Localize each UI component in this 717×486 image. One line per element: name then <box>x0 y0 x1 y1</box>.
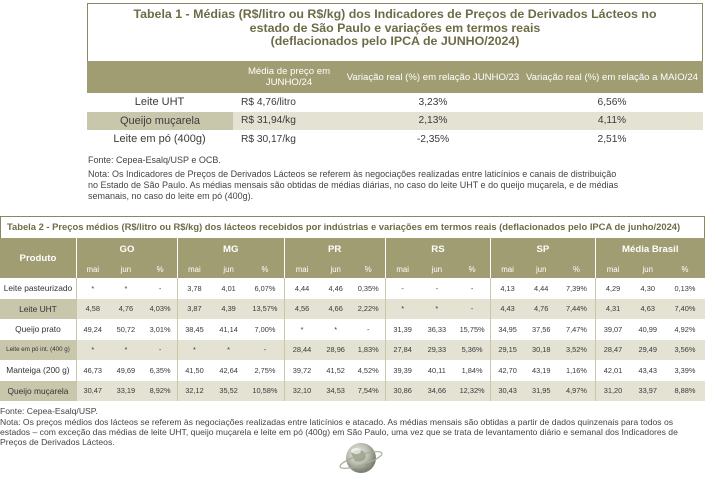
subheader-cell: % <box>246 261 284 278</box>
value-cell: 4,30 <box>640 283 655 293</box>
value-cell: 28,44 <box>284 340 320 361</box>
value-cell: - <box>454 299 491 320</box>
value-cell: 10,58% <box>246 381 284 402</box>
value-cell: 13,57% <box>246 299 284 320</box>
var-month-cell: 2,51% <box>597 133 627 145</box>
value-cell: 39,07 <box>595 319 631 340</box>
value-cell: 4,03% <box>143 299 177 320</box>
price-cell: R$ 4,76/litro <box>241 96 296 108</box>
value-cell: 4,58 <box>76 299 108 320</box>
header-cell: Variação real (%) em relação JUNHO/23 <box>346 71 520 83</box>
value-cell: 3,78 <box>178 278 211 299</box>
value-cell: 8,92% <box>143 381 177 402</box>
table-1 <box>87 3 703 202</box>
value-cell: 30,43 <box>491 381 524 402</box>
subheader-cell: mai <box>491 261 524 278</box>
value-cell: 49,24 <box>76 319 108 340</box>
value-cell: 42,70 <box>491 360 524 381</box>
value-cell: * <box>211 340 247 361</box>
value-cell: * <box>334 324 338 334</box>
value-cell: 28,47 <box>595 340 631 361</box>
table-row <box>87 130 703 149</box>
table-2-title: Tabela 2 - Preços médios (R$/litro ou R$/kg) dos lácteos recebidos por indústrias e variações em termos reais (deflacionados pelo IPCA de junho/2024) <box>0 216 705 238</box>
value-cell: - <box>246 340 284 361</box>
group-header-go: GO <box>76 238 177 261</box>
table-2-source: Fonte: Cepea-Esalq/USP. <box>0 406 98 416</box>
value-cell: 1,84% <box>461 365 483 375</box>
value-cell: - <box>367 324 370 334</box>
group-header-rs: RS <box>385 238 490 261</box>
value-cell: 0,35% <box>357 283 379 293</box>
subheader-cell: mai <box>178 261 211 278</box>
value-cell: 43,43 <box>638 365 657 375</box>
value-cell: 50,72 <box>116 324 136 334</box>
group-header-sp: SP <box>491 238 595 261</box>
value-cell: 3,01% <box>149 324 171 334</box>
var-year-cell: 2,13% <box>418 115 448 127</box>
group-header-pr: PR <box>284 238 385 261</box>
value-cell: 3,39% <box>674 365 696 375</box>
subheader-cell: % <box>143 261 177 278</box>
subheader-cell: % <box>558 261 595 278</box>
subheader-cell: jun <box>631 261 665 278</box>
value-cell: 7,47% <box>565 324 587 334</box>
value-cell: 15,75% <box>459 324 485 334</box>
group-header-brasil: Média Brasil <box>595 238 705 261</box>
value-cell: * <box>124 283 128 293</box>
value-cell: 5,36% <box>454 340 491 361</box>
value-cell: 4,92% <box>674 324 696 334</box>
value-cell: * <box>420 299 454 320</box>
price-cell: R$ 30,17/kg <box>241 133 296 145</box>
header-cell: Média de preço em JUNHO/24 <box>247 66 331 88</box>
subheader-row <box>0 261 705 278</box>
subheader-cell: mai <box>385 261 419 278</box>
value-cell: 7,40% <box>665 299 705 320</box>
table-1-note: Nota: Os Indicadores de Preços de Derivados Lácteos se referem às negociações realizadas entre laticínios e canais de distribuição no Estado de São Paulo. As médias mensais são obtidas de médias diárias, no caso do leite UHT e do queijo muçarela, e de médias semanais, no caso do leite em pó (400g). <box>88 168 619 201</box>
value-cell: 43,19 <box>531 365 551 375</box>
value-cell: 35,52 <box>211 381 247 402</box>
table-row <box>87 112 703 131</box>
subheader-cell: jun <box>420 261 454 278</box>
value-cell: 1,83% <box>352 340 385 361</box>
product-cell: Queijo muçarela <box>0 381 76 402</box>
value-cell: 49,69 <box>116 365 136 375</box>
table-2 <box>0 216 705 448</box>
value-cell: - <box>143 340 177 361</box>
subheader-cell: jun <box>109 261 143 278</box>
subheader-cell: % <box>454 261 491 278</box>
table-1-title: Tabela 1 - Médias (R$/litro ou R$/kg) dos Indicadores de Preços de Derivados Lácteos no estado de São Paulo e variações em termos reais (deflacionados pelo IPCA de JUNHO/2024) <box>87 3 703 61</box>
value-cell: - <box>435 283 439 293</box>
value-cell: 4,39 <box>211 299 247 320</box>
header-cell <box>87 61 233 93</box>
value-cell: 2,75% <box>254 365 276 375</box>
product-cell: Leite em pó int. (400 g) <box>0 340 76 361</box>
price-cell: R$ 31,94/kg <box>241 115 296 127</box>
value-cell: 36,33 <box>427 324 447 334</box>
product-cell: Leite em pó (400g) <box>87 130 233 149</box>
value-cell: 41,52 <box>326 365 345 375</box>
value-cell: 33,19 <box>109 381 143 402</box>
table-row <box>0 340 705 361</box>
value-cell: 4,13 <box>491 278 524 299</box>
var-month-cell: 6,56% <box>597 96 627 108</box>
product-header: Produto <box>0 238 76 278</box>
var-month-cell: 4,11% <box>597 115 627 127</box>
subheader-cell: jun <box>524 261 558 278</box>
value-cell: 40,99 <box>638 324 657 334</box>
value-cell: 32,10 <box>284 381 320 402</box>
value-cell: 3,52% <box>558 340 595 361</box>
subheader-cell: jun <box>211 261 247 278</box>
value-cell: 4,56 <box>284 299 320 320</box>
value-cell: 28,96 <box>320 340 352 361</box>
value-cell: 29,49 <box>631 340 665 361</box>
value-cell: 4,44 <box>534 283 549 293</box>
value-cell: 4,01 <box>221 283 236 293</box>
table-row <box>87 93 703 112</box>
table-1-header <box>87 61 703 93</box>
value-cell: 7,54% <box>352 381 385 402</box>
group-header-mg: MG <box>178 238 285 261</box>
header-cell: Variação real (%) em relação a MAIO/24 <box>525 71 699 83</box>
product-cell: Queijo muçarela <box>87 112 233 131</box>
value-cell: 6,07% <box>254 283 276 293</box>
value-cell: 7,00% <box>254 324 276 334</box>
value-cell: * <box>385 299 419 320</box>
value-cell: 4,63 <box>631 299 665 320</box>
subheader-cell: mai <box>284 261 320 278</box>
table-1-source: Fonte: Cepea-Esalq/USP e OCB. <box>88 154 221 165</box>
value-cell: 29,33 <box>420 340 454 361</box>
value-cell: 4,46 <box>328 283 343 293</box>
globe-logo-icon <box>339 436 385 480</box>
value-cell: 7,44% <box>558 299 595 320</box>
value-cell: 39,39 <box>385 360 419 381</box>
value-cell: 4,31 <box>595 299 631 320</box>
value-cell: 31,39 <box>385 319 419 340</box>
value-cell: 4,66 <box>320 299 352 320</box>
subheader-cell: % <box>665 261 705 278</box>
value-cell: 31,20 <box>595 381 631 402</box>
value-cell: 4,44 <box>284 278 320 299</box>
product-cell: Queijo prato <box>15 324 61 335</box>
value-cell: 30,86 <box>385 381 419 402</box>
value-cell: 30,47 <box>76 381 108 402</box>
value-cell: * <box>178 340 211 361</box>
value-cell: * <box>284 319 320 340</box>
value-cell: 7,39% <box>565 283 587 293</box>
value-cell: - <box>385 278 419 299</box>
value-cell: 41,50 <box>178 360 211 381</box>
value-cell: 41,14 <box>219 324 238 334</box>
value-cell: 2,22% <box>352 299 385 320</box>
table-row <box>0 360 705 381</box>
value-cell: 42,64 <box>219 365 238 375</box>
value-cell: 6,35% <box>149 365 171 375</box>
value-cell: 1,16% <box>565 365 587 375</box>
value-cell: 38,45 <box>178 319 211 340</box>
value-cell: 34,95 <box>491 319 524 340</box>
value-cell: 4,43 <box>491 299 524 320</box>
table-row <box>0 319 705 340</box>
value-cell: 29,15 <box>491 340 524 361</box>
product-cell: Leite pasteurizado <box>3 283 73 294</box>
table-2-body <box>0 278 705 401</box>
table-row <box>0 278 705 299</box>
value-cell: 8,88% <box>665 381 705 402</box>
value-cell: 46,73 <box>76 360 108 381</box>
table-row <box>0 299 705 320</box>
value-cell: 33,97 <box>631 381 665 402</box>
value-cell: 27,84 <box>385 340 419 361</box>
value-cell: 32,12 <box>178 381 211 402</box>
value-cell: 42,01 <box>595 360 631 381</box>
value-cell: 39,72 <box>284 360 320 381</box>
value-cell: 4,52% <box>357 365 379 375</box>
value-cell: 0,13% <box>674 283 696 293</box>
value-cell: 30,18 <box>524 340 558 361</box>
value-cell: * <box>76 340 108 361</box>
value-cell: 12,32% <box>454 381 491 402</box>
value-cell: 3,87 <box>178 299 211 320</box>
value-cell: 40,11 <box>427 365 446 375</box>
value-cell: 4,76 <box>524 299 558 320</box>
table-2-grid <box>0 238 705 401</box>
value-cell: 4,29 <box>595 278 631 299</box>
value-cell: 34,66 <box>420 381 454 402</box>
value-cell: 4,76 <box>109 299 143 320</box>
value-cell: 3,56% <box>665 340 705 361</box>
var-year-cell: 3,23% <box>418 96 448 108</box>
product-cell: Manteiga (200 g) <box>6 365 70 376</box>
value-cell: 4,97% <box>558 381 595 402</box>
product-cell: Leite UHT <box>87 93 233 112</box>
value-cell: * <box>76 278 108 299</box>
value-cell: * <box>109 340 143 361</box>
value-cell: 34,53 <box>320 381 352 402</box>
value-cell: 31,95 <box>524 381 558 402</box>
subheader-cell: mai <box>76 261 108 278</box>
subheader-cell: mai <box>595 261 631 278</box>
product-cell: Leite UHT <box>0 299 76 320</box>
subheader-cell: jun <box>320 261 352 278</box>
value-cell: - <box>470 283 474 293</box>
subheader-cell: % <box>352 261 385 278</box>
table-2-note: Nota: Os preços médios dos lácteos se referem às negociações realizadas entre laticínios e atacado. As médias mensais são obtidas a partir de dados quinzenais para todos os estados – com exceção das médias de leite UHT, queijo muçarela e leite em pó (400g) em São Paulo, uma vez que se trata de levantamento diário e semanal dos Indicadores de Preços de Derivados Lácteos. <box>0 417 678 448</box>
var-year-cell: -2,35% <box>416 133 450 145</box>
table-row <box>0 381 705 402</box>
value-cell: 37,56 <box>531 324 551 334</box>
value-cell: - <box>158 283 162 293</box>
